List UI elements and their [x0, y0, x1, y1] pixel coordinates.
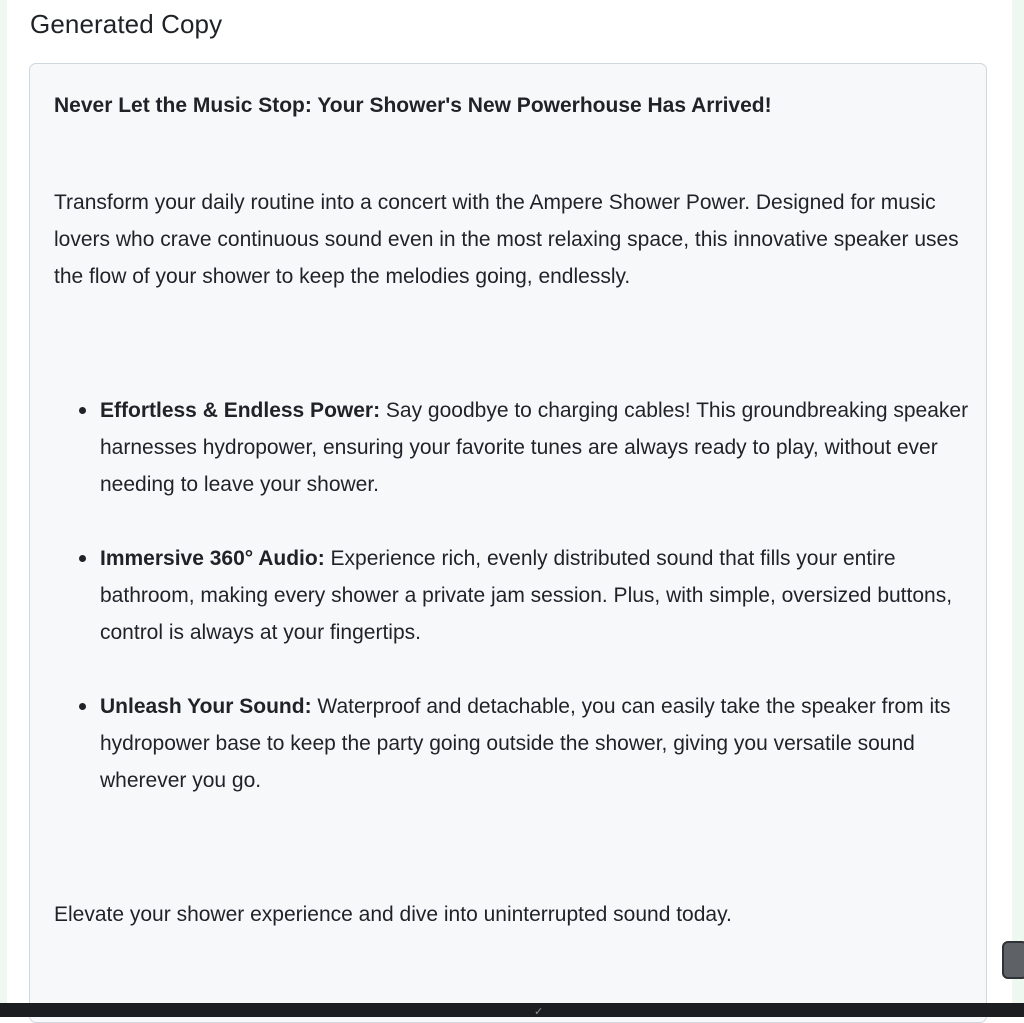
section-heading: Generated Copy	[30, 9, 223, 39]
right-edge-strip	[1012, 0, 1024, 1003]
feature-list-item	[54, 392, 974, 503]
check-icon: ✓	[534, 1006, 544, 1018]
feature-list-item	[54, 688, 974, 799]
feature-label: Unleash Your Sound:	[100, 695, 312, 718]
feature-list-item	[54, 540, 974, 651]
feature-label: Immersive 360° Audio:	[100, 547, 325, 570]
feature-label: Effortless & Endless Power:	[100, 399, 381, 422]
generated-copy-box	[29, 63, 987, 1023]
copy-closing-paragraph: Elevate your shower experience and dive into uninterrupted sound today.	[54, 903, 732, 926]
copy-title: Never Let the Music Stop: Your Shower's New Powerhouse Has Arrived!	[54, 94, 772, 117]
feature-list	[54, 392, 974, 799]
left-edge-strip	[0, 0, 7, 1003]
taskbar	[0, 1003, 1024, 1017]
bullet-icon	[79, 407, 86, 414]
feature-description: Waterproof and detachable, you can easily take the speaker from its hydropower base to keep the party going outside the shower, giving you versatile sound wherever you go.	[100, 695, 951, 792]
feature-description: Say goodbye to charging cables! This groundbreaking speaker harnesses hydropower, ensuring your favorite tunes are always ready to play, without ever needing to leave your shower.	[100, 399, 969, 496]
copy-intro-paragraph: Transform your daily routine into a concert with the Ampere Shower Power. Designed for music lovers who crave continuous sound even in the most relaxing space, this innovative speaker uses the flow of your shower to keep the melodies going, endlessly.	[54, 191, 959, 288]
bullet-icon	[79, 555, 86, 562]
bullet-icon	[79, 703, 86, 710]
feature-description: Experience rich, evenly distributed sound that fills your entire bathroom, making every shower a private jam session. Plus, with simple, oversized buttons, control is always at your fingertips.	[100, 547, 953, 644]
scroll-handle[interactable]	[1002, 941, 1024, 979]
